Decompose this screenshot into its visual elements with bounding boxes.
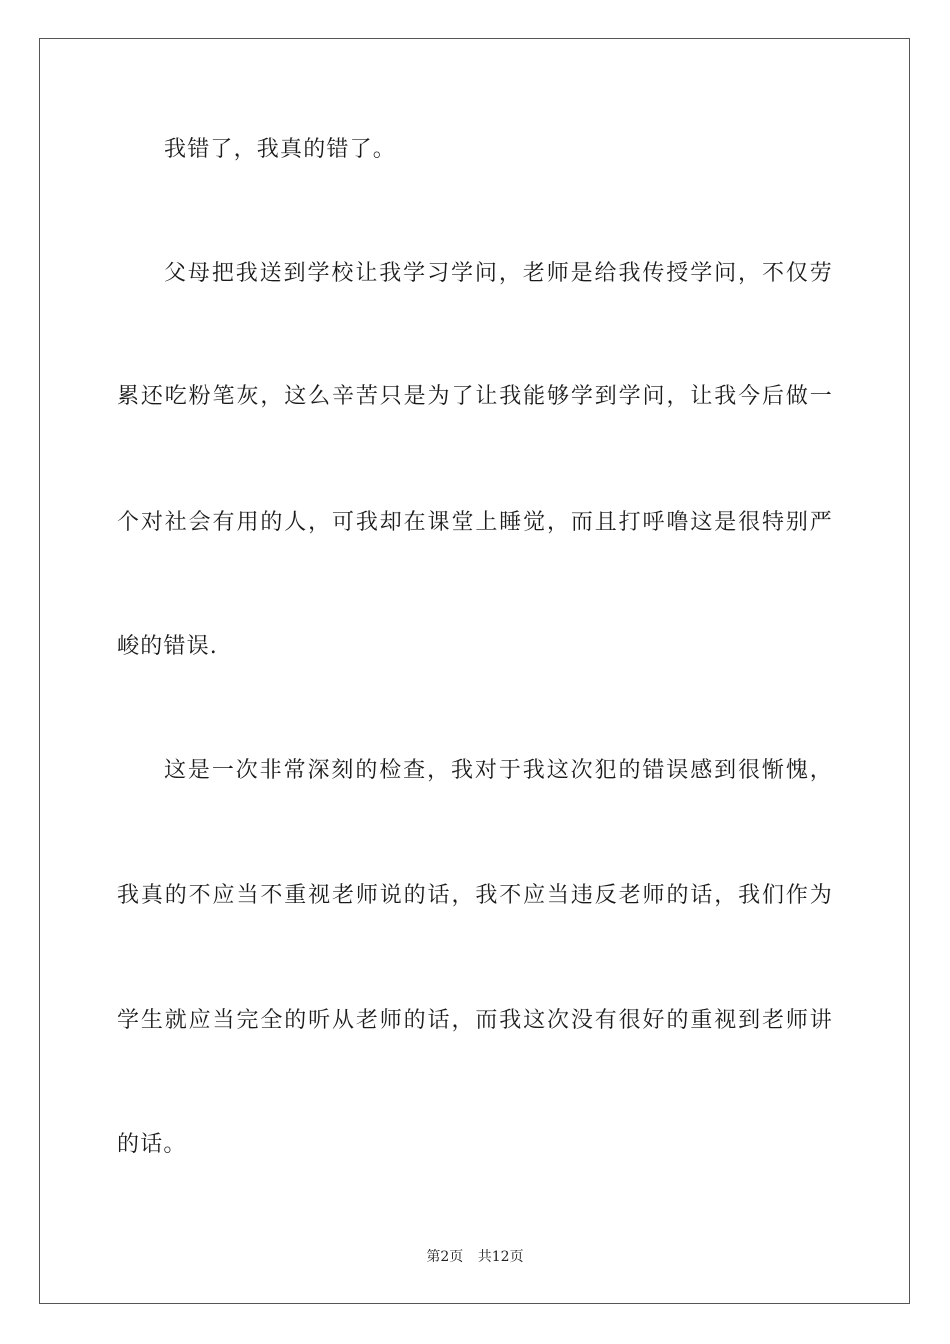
page-number-current: 第2页	[426, 1249, 464, 1265]
page-footer	[0, 1248, 950, 1266]
paragraph-3-line-3: 学生就应当完全的听从老师的话，而我这次没有很好的重视到老师讲	[117, 1008, 833, 1033]
paragraph-2-line-3: 个对社会有用的人，可我却在课堂上睡觉，而且打呼噜这是很特别严	[117, 510, 833, 535]
page-number-total: 共12页	[477, 1249, 524, 1265]
page-border	[39, 38, 910, 1304]
paragraph-3-line-1: 这是一次非常深刻的检查，我对于我这次犯的错误感到很惭愧，	[164, 758, 833, 783]
paragraph-3-line-2: 我真的不应当不重视老师说的话，我不应当违反老师的话，我们作为	[117, 883, 833, 908]
paragraph-2-line-4: 峻的错误.	[117, 634, 218, 659]
paragraph-2-line-1: 父母把我送到学校让我学习学问，老师是给我传授学问，不仅劳	[164, 261, 833, 286]
paragraph-1-line-1: 我错了，我真的错了。	[164, 137, 397, 162]
paragraph-3-line-4: 的话。	[117, 1132, 187, 1157]
paragraph-2-line-2: 累还吃粉笔灰，这么辛苦只是为了让我能够学到学问，让我今后做一	[117, 384, 833, 409]
